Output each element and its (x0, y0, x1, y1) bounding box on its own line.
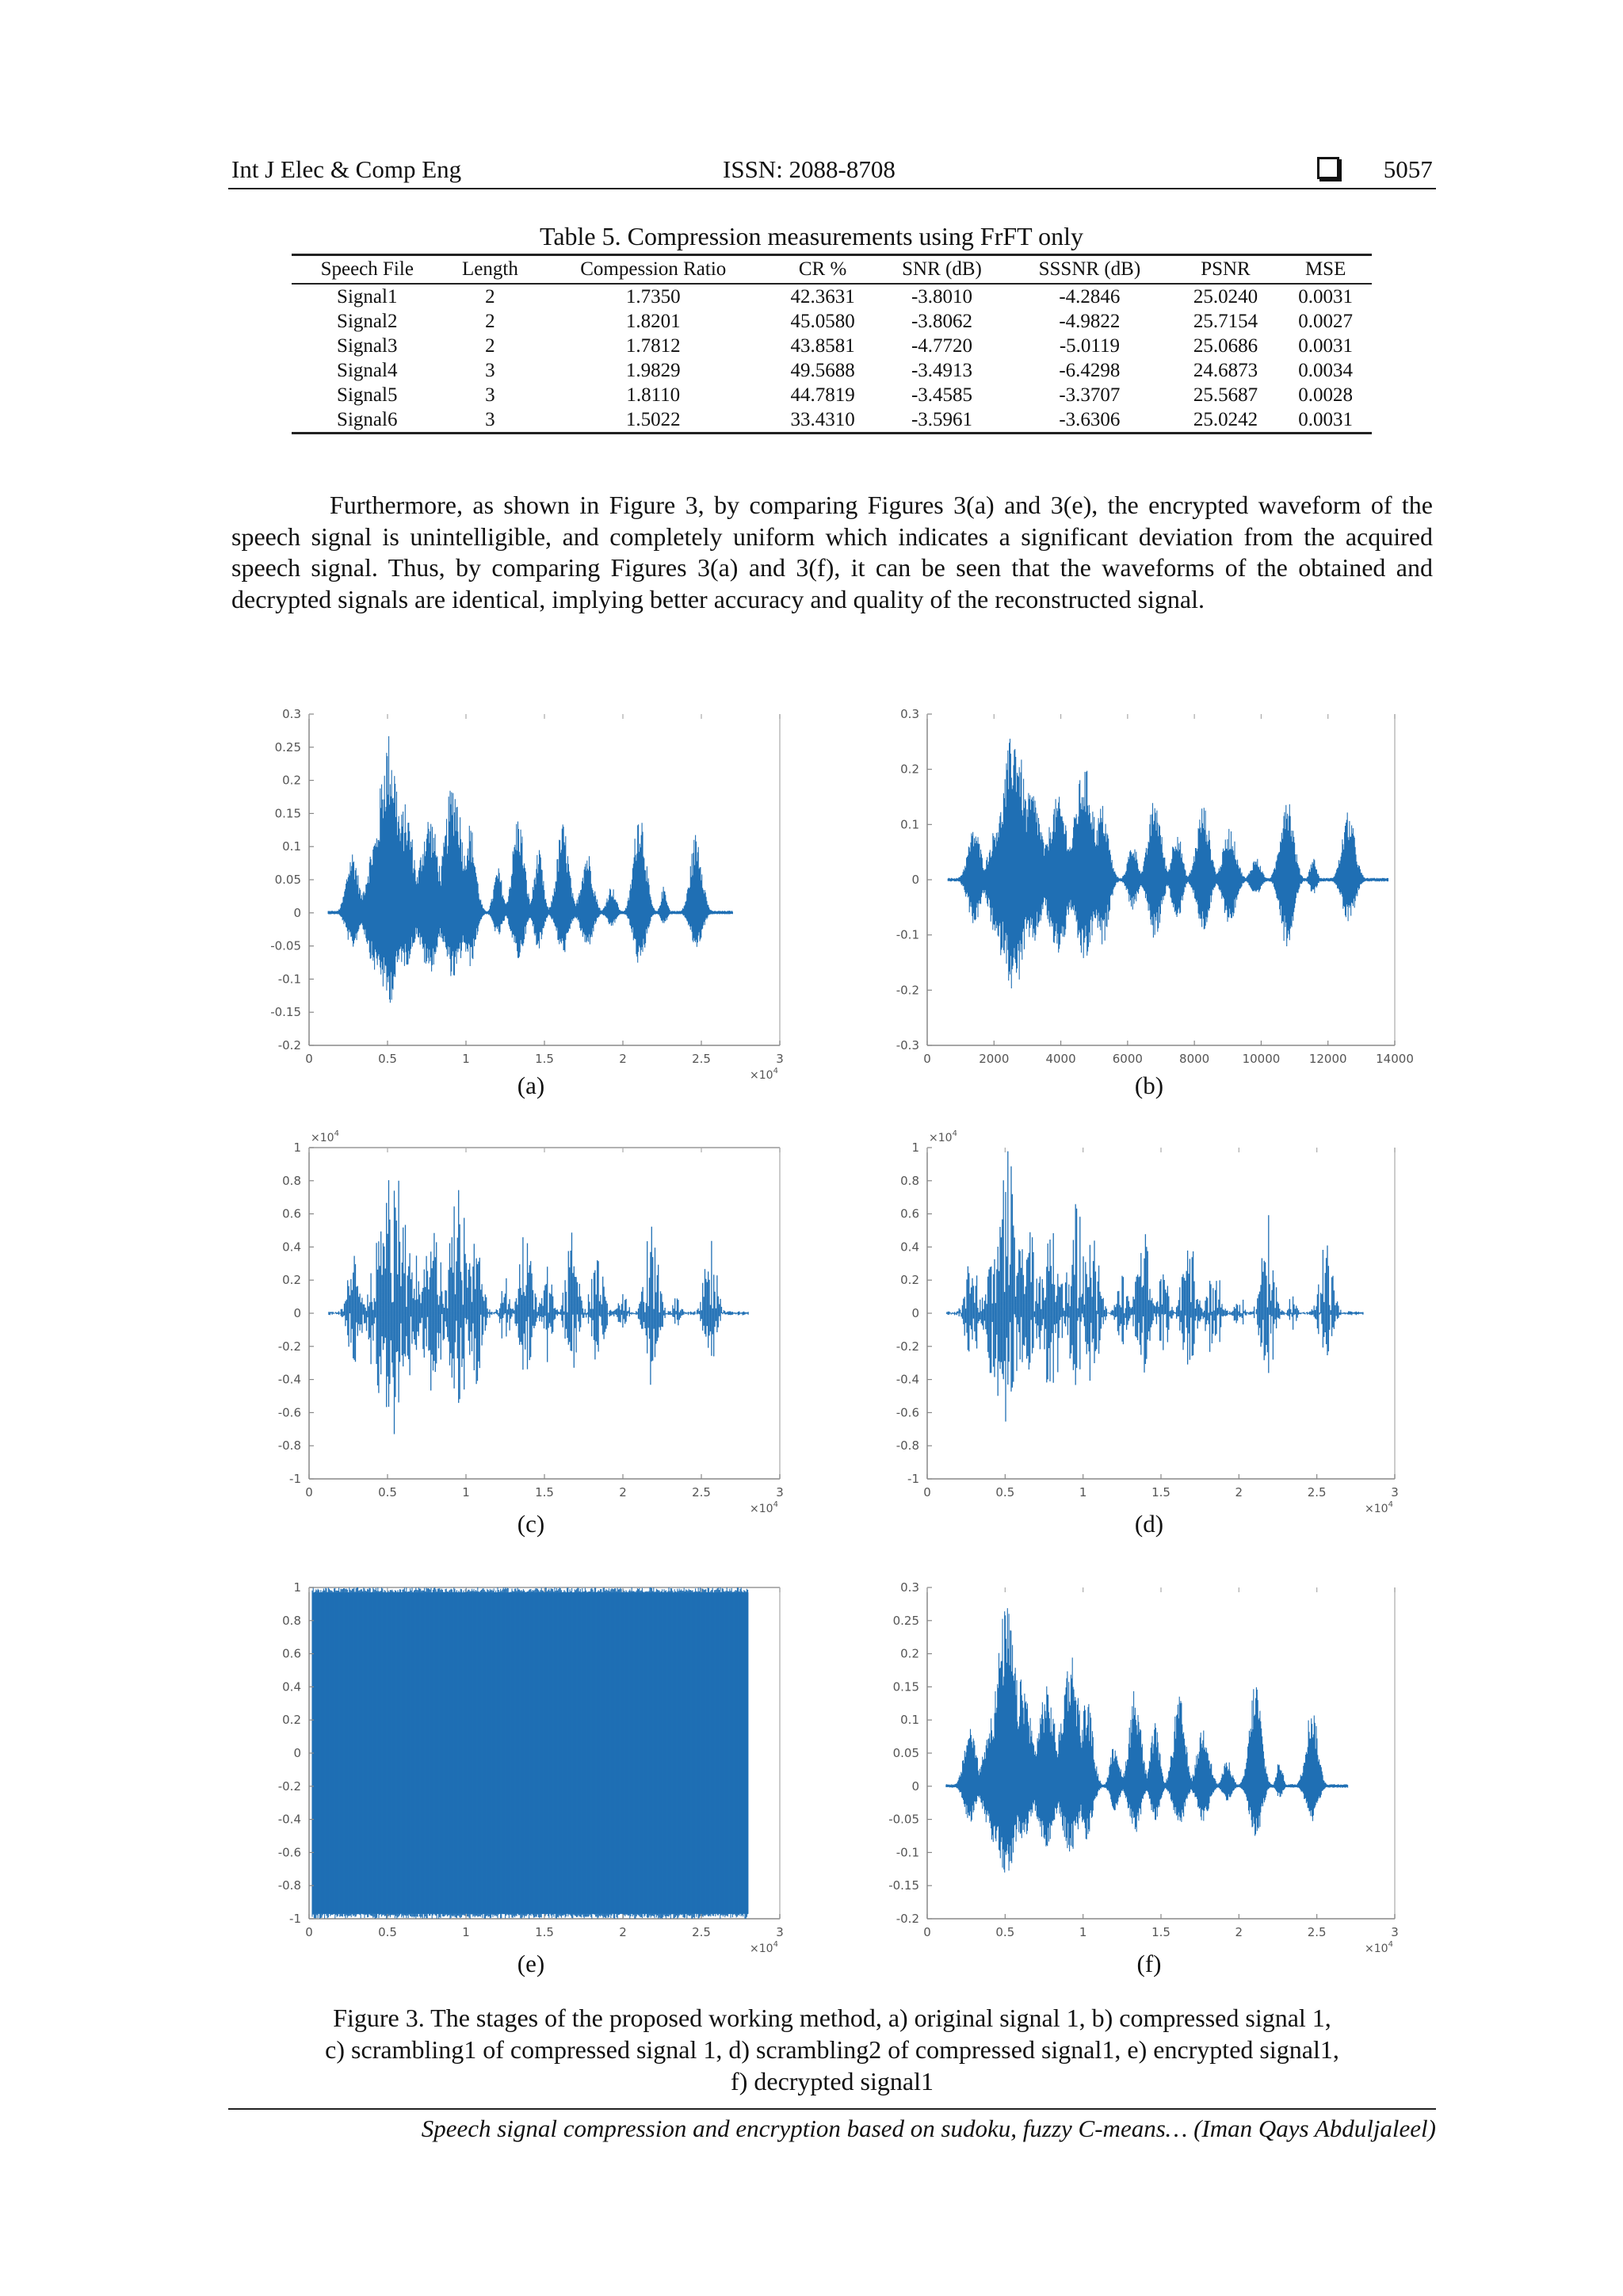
y-tick-label: -0.8 (277, 1878, 301, 1893)
subfigure-label: (a) (517, 1072, 545, 1099)
subfigure-label: (e) (517, 1950, 545, 1977)
y-tick-label: 0.8 (900, 1173, 919, 1188)
x-tick-label: 0.5 (378, 1485, 397, 1499)
waveform-panel-a (270, 707, 827, 1087)
y-tick-label: -0.6 (277, 1405, 301, 1420)
table-cell: Signal6 (292, 407, 443, 434)
table-cell: 0.0031 (1298, 285, 1354, 308)
table-cell: 0.0031 (1279, 407, 1372, 434)
table-cell: 25.0240 (1193, 285, 1258, 308)
y-tick-label: -1 (907, 1472, 919, 1486)
waveform-plot (896, 1129, 1442, 1520)
y-tick-label: 0.6 (900, 1206, 919, 1221)
waveform-trace (312, 1587, 748, 1919)
table-row (292, 309, 1372, 334)
y-tick-label: -0.3 (896, 1038, 919, 1052)
y-tick-label: -1 (289, 1912, 301, 1926)
x-exponent-label: $\times 10^4$ (750, 1940, 778, 1955)
table-cell: -4.2846 (1059, 285, 1121, 308)
y-tick-label: -0.15 (270, 1005, 301, 1020)
waveform-panel-c (277, 1129, 827, 1520)
table-cell: Signal5 (337, 384, 398, 406)
table-cell: 3 (485, 384, 495, 406)
table-cell: -6.4298 (1059, 359, 1121, 381)
table-cell: 1.8110 (626, 384, 681, 406)
x-tick-label: 1 (462, 1052, 470, 1066)
y-tick-label: -0.4 (277, 1812, 301, 1827)
y-tick-label: 0.6 (282, 1646, 301, 1661)
table-cell: 33.4310 (769, 407, 876, 434)
running-footer: Speech signal compression and encryption based on sudoku, fuzzy C-means… (Iman Qays Abduljaleel) (421, 2115, 1436, 2142)
x-tick-label: 2.5 (692, 1052, 711, 1066)
table-cell: 42.3631 (790, 285, 855, 308)
x-tick-label: 0.5 (995, 1925, 1015, 1939)
y-tick-label: 0.1 (900, 817, 919, 832)
x-tick-label: 2 (619, 1925, 627, 1939)
x-exponent-label: $\times 10^4$ (1365, 1940, 1393, 1955)
table-cell: 0.0031 (1298, 334, 1354, 357)
table-header-row (292, 255, 1372, 285)
y-tick-label: 0.15 (274, 806, 301, 821)
y-tick-label: 0 (911, 1778, 919, 1794)
x-tick-label: 1.5 (1151, 1485, 1170, 1499)
x-tick-label: 6000 (1112, 1052, 1143, 1066)
x-tick-label: 4000 (1045, 1052, 1076, 1066)
table-cell: Signal2 (337, 310, 398, 332)
y-tick-label: 0.2 (282, 1713, 301, 1728)
waveform-trace (329, 1180, 749, 1434)
table-cell: 25.0242 (1172, 407, 1280, 434)
y-tick-label: 0.3 (900, 707, 919, 721)
y-tick-label: 0.1 (900, 1713, 919, 1728)
x-tick-label: 2 (1235, 1485, 1243, 1499)
table-cell: -4.9822 (1059, 310, 1121, 332)
y-tick-label: -0.2 (277, 1038, 301, 1052)
y-tick-label: 0.05 (892, 1746, 919, 1760)
x-tick-label: 2 (619, 1485, 627, 1499)
table-cell: 3 (443, 407, 538, 434)
table-cell: 44.7819 (790, 384, 855, 406)
y-tick-label: 0.8 (282, 1613, 301, 1628)
subfigure-label: (f) (1136, 1950, 1162, 1977)
y-tick-label: 0 (911, 873, 919, 887)
y-tick-label: 0.3 (282, 707, 301, 721)
x-tick-label: 1.5 (535, 1925, 554, 1939)
table-cell: -3.6306 (1007, 407, 1172, 434)
x-tick-label: 3 (1391, 1485, 1399, 1499)
y-tick-label: -0.4 (277, 1372, 301, 1387)
y-tick-label: -0.2 (277, 1339, 301, 1354)
subfigure-label: (b) (1134, 1072, 1164, 1099)
y-tick-label: -0.2 (896, 1339, 919, 1354)
y-tick-label: -0.8 (896, 1438, 919, 1454)
y-tick-label: 0.25 (892, 1613, 919, 1628)
y-tick-label: -0.8 (277, 1438, 301, 1454)
table-cell: Signal3 (337, 334, 398, 357)
y-tick-label: -0.1 (896, 927, 919, 942)
table-cell: 1.7350 (625, 285, 681, 308)
y-tick-label: 0.4 (282, 1679, 301, 1694)
x-tick-label: 0 (305, 1485, 313, 1499)
x-tick-label: 0 (305, 1925, 313, 1939)
y-tick-label: -0.2 (896, 1912, 919, 1926)
table-cell: 3 (485, 359, 495, 381)
waveform-trace (328, 736, 732, 1003)
y-tick-label: 1 (293, 1580, 301, 1595)
table-cell: 2 (485, 310, 495, 332)
waveform-plot (270, 707, 827, 1087)
y-tick-label: -0.05 (270, 938, 301, 953)
table-row (292, 284, 1372, 309)
x-exponent-label: $\times 10^4$ (750, 1067, 778, 1082)
x-tick-label: 1.5 (535, 1485, 554, 1499)
y-exponent-label: $\times 10^4$ (929, 1129, 957, 1144)
x-tick-label: 3 (776, 1485, 784, 1499)
y-tick-label: 0.05 (274, 873, 301, 887)
caption-line-3: f) decrypted signal1 (731, 2067, 934, 2095)
table-cell: -4.7720 (911, 334, 973, 357)
table-cell: 1.7812 (625, 334, 681, 357)
table-cell: 1.9829 (625, 359, 681, 381)
running-header-journal: Int J Elec & Comp Eng (231, 155, 462, 183)
y-exponent-label: $\times 10^4$ (311, 1129, 339, 1144)
x-tick-label: 0 (305, 1052, 313, 1066)
column-header: CR % (769, 255, 876, 285)
y-tick-label: -1 (289, 1472, 301, 1486)
y-tick-label: 0.3 (900, 1580, 919, 1595)
table-cell: 2 (485, 334, 495, 357)
y-tick-label: 0 (911, 1306, 919, 1320)
y-tick-label: 0 (293, 1306, 301, 1320)
waveform-panel-e (277, 1580, 827, 1960)
running-header-issn: ISSN: 2088-8708 (723, 155, 896, 183)
subfigure-label: (d) (1134, 1510, 1164, 1538)
table-row (292, 334, 1372, 358)
table-compression (292, 254, 1372, 434)
y-tick-label: 1 (911, 1140, 919, 1155)
waveform-panel-b (896, 707, 1442, 1087)
waveform-plot (277, 1580, 827, 1960)
x-tick-label: 1 (462, 1925, 470, 1939)
table-cell: Signal1 (337, 285, 398, 308)
body-paragraph: Furthermore, as shown in Figure 3, by comparing Figures 3(a) and 3(e), the encrypted waveform of the speech signal is unintelligible, and completely uniform which indicates a significant deviation from the acquired speech signal. Thus, by comparing Figures 3(a) and 3(f), it can be seen that the waveforms of the obtained and decrypted signals are identical, implying better accuracy and quality of the reconstructed signal. (231, 491, 1433, 613)
table-cell: -3.4913 (911, 359, 973, 381)
y-tick-label: 0.8 (282, 1173, 301, 1188)
column-header: SSSNR (dB) (1007, 255, 1172, 285)
footer-rule (228, 2108, 1436, 2110)
x-tick-label: 2.5 (692, 1925, 711, 1939)
x-tick-label: 12000 (1308, 1052, 1347, 1066)
table-row (292, 383, 1372, 407)
y-tick-label: -0.2 (896, 983, 919, 998)
figure-caption (228, 2002, 1436, 2097)
column-header: Compession Ratio (537, 255, 769, 285)
y-tick-label: -0.4 (896, 1372, 919, 1387)
x-exponent-label: $\times 10^4$ (750, 1500, 778, 1515)
y-tick-label: 0 (293, 905, 301, 920)
waveform-plot (888, 1580, 1442, 1960)
table-cell: -3.3707 (1059, 384, 1121, 406)
y-tick-label: -0.1 (896, 1845, 919, 1860)
x-tick-label: 2.5 (1307, 1485, 1327, 1499)
y-tick-label: -0.15 (888, 1878, 919, 1893)
y-tick-label: 0 (293, 1746, 301, 1760)
table-title: Table 5. Compression measurements using FrFT only (540, 222, 1083, 250)
table-cell: 1.8201 (625, 310, 681, 332)
y-tick-label: -0.6 (896, 1405, 919, 1420)
y-tick-label: 0.25 (274, 739, 301, 755)
page-number-group (1317, 155, 1433, 184)
x-tick-label: 1 (462, 1485, 470, 1499)
table-cell: 25.7154 (1193, 310, 1258, 332)
table-cell: 0.0027 (1298, 310, 1354, 332)
x-tick-label: 1 (1079, 1925, 1087, 1939)
x-tick-label: 0.5 (995, 1485, 1015, 1499)
table-cell: 49.5688 (790, 359, 855, 381)
table-cell: -5.0119 (1059, 334, 1120, 357)
page-number: 5057 (1383, 155, 1433, 183)
x-tick-label: 3 (776, 1925, 784, 1939)
x-tick-label: 0 (923, 1052, 931, 1066)
y-tick-label: 0.4 (900, 1240, 919, 1255)
x-tick-label: 2.5 (1307, 1925, 1327, 1939)
y-tick-label: 0.15 (892, 1679, 919, 1694)
x-tick-label: 0.5 (378, 1052, 397, 1066)
waveform-plot (277, 1129, 827, 1520)
x-tick-label: 14000 (1376, 1052, 1414, 1066)
waveform-trace (946, 1608, 1348, 1873)
x-tick-label: 1.5 (535, 1052, 554, 1066)
waveform-plot (896, 707, 1442, 1087)
x-exponent-label: $\times 10^4$ (1365, 1500, 1393, 1515)
caption-line-1: Figure 3. The stages of the proposed working method, a) original signal 1, b) compressed signal 1, (333, 2004, 1331, 2032)
x-tick-label: 3 (1391, 1925, 1399, 1939)
table-cell: -3.8062 (911, 310, 973, 332)
table-cell: 25.5687 (1193, 384, 1258, 406)
caption-line-2: c) scrambling1 of compressed signal 1, d) scrambling2 of compressed signal1, e) encrypted signal1, (325, 2035, 1339, 2064)
column-header: Speech File (292, 255, 443, 285)
y-tick-label: -0.05 (888, 1812, 919, 1827)
waveform-trace (947, 1152, 1364, 1422)
waveform-panel-f (888, 1580, 1442, 1960)
y-tick-label: 0.2 (900, 762, 919, 777)
x-tick-label: 1 (1079, 1485, 1087, 1499)
square-icon (1317, 157, 1339, 179)
y-tick-label: 0.2 (900, 1273, 919, 1288)
table-row (292, 407, 1372, 434)
x-tick-label: 3 (776, 1052, 784, 1066)
x-tick-label: 10000 (1242, 1052, 1281, 1066)
waveform-trace (948, 739, 1388, 988)
table-row (292, 358, 1372, 383)
table-cell: 45.0580 (790, 310, 855, 332)
y-tick-label: -0.6 (277, 1845, 301, 1860)
x-tick-label: 1.5 (1151, 1925, 1170, 1939)
y-tick-label: 1 (293, 1140, 301, 1155)
subfigure-label: (c) (517, 1510, 545, 1538)
y-tick-label: 0.2 (282, 773, 301, 788)
y-tick-label: 0.6 (282, 1206, 301, 1221)
table-cell: 1.5022 (537, 407, 769, 434)
table-cell: 24.6873 (1193, 359, 1258, 381)
table-cell: 2 (485, 285, 495, 308)
waveform-panel-d (896, 1129, 1442, 1520)
x-tick-label: 2.5 (692, 1485, 711, 1499)
table-cell: 0.0028 (1298, 384, 1354, 406)
table-cell: 0.0034 (1298, 359, 1354, 381)
column-header: SNR (dB) (876, 255, 1007, 285)
table-cell: Signal4 (337, 359, 398, 381)
y-tick-label: 0.2 (900, 1646, 919, 1661)
table-cell: 43.8581 (790, 334, 855, 357)
x-tick-label: 2 (619, 1052, 627, 1066)
x-tick-label: 2000 (979, 1052, 1010, 1066)
x-tick-label: 0 (923, 1925, 931, 1939)
y-tick-label: -0.1 (277, 972, 301, 987)
column-header: MSE (1279, 255, 1372, 285)
table-cell: -3.4585 (911, 384, 973, 406)
y-tick-label: 0.1 (282, 839, 301, 854)
x-tick-label: 2 (1235, 1925, 1243, 1939)
x-tick-label: 0 (923, 1485, 931, 1499)
table-cell: 25.0686 (1193, 334, 1258, 357)
y-tick-label: 0.2 (282, 1273, 301, 1288)
table-cell: -3.5961 (876, 407, 1007, 434)
y-tick-label: -0.2 (277, 1778, 301, 1794)
x-tick-label: 0.5 (378, 1925, 397, 1939)
x-tick-label: 8000 (1179, 1052, 1210, 1066)
column-header: PSNR (1172, 255, 1280, 285)
column-header: Length (443, 255, 538, 285)
header-rule (228, 188, 1436, 189)
y-tick-label: 0.4 (282, 1240, 301, 1255)
table-cell: -3.8010 (911, 285, 973, 308)
